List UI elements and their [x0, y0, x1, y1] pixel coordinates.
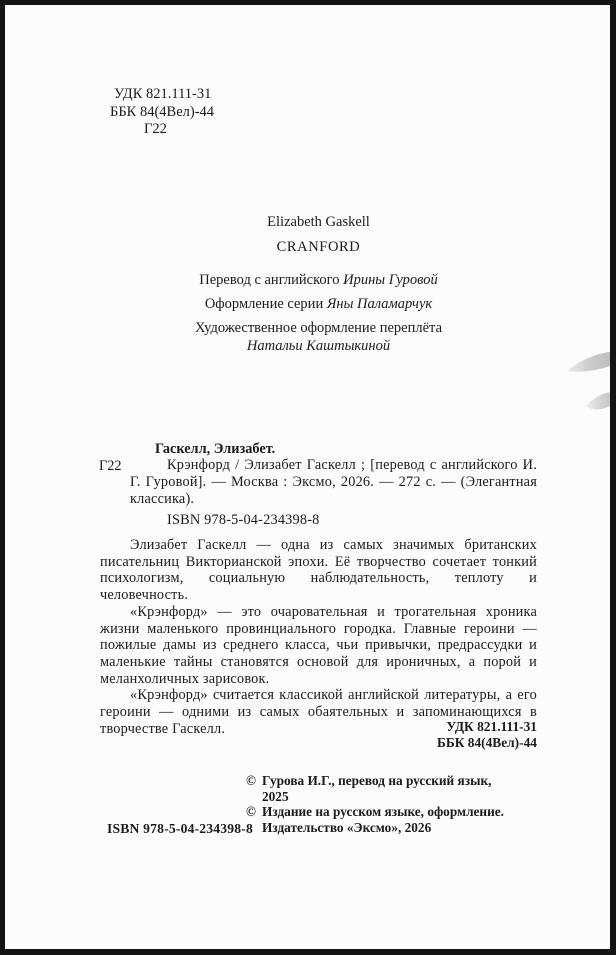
copyright-year: 2025: [262, 788, 289, 804]
series-design-prefix: Оформление серии: [204, 296, 327, 312]
copyright-entry-edition: [246, 804, 546, 835]
annotation-paragraph-1: Элизабет Гаскелл — одна из самых значимых британских писательниц Викторианской эпохи. Её творчество сочетает тонкий психологизм, социальную наблюдательность, теплоту и человечность.: [100, 537, 537, 604]
catalog-heading: Гаскелл, Элизабет.: [155, 441, 276, 457]
copyright-text: [262, 773, 491, 804]
cover-design-credit: [100, 320, 537, 355]
series-design-credit: [100, 296, 537, 313]
copyright-line: Гурова И.Г., перевод на русский язык,: [262, 773, 492, 788]
catalog-isbn: ISBN 978-5-04-234398-8: [167, 512, 320, 528]
cover-design-prefix: Художественное оформление переплёта: [194, 320, 443, 336]
annotation-paragraph-3: «Крэнфорд» считается классикой английской литературы, а его героини — одними из самых обаятельных и запоминающихся в творчестве Гаскелл.: [100, 687, 537, 737]
annotation-block: [100, 537, 537, 737]
copyright-line: Издание на русском языке, оформление.: [262, 804, 504, 820]
translation-credit: [100, 272, 537, 289]
bottom-codes-block: [437, 719, 537, 750]
copyright-block: [246, 773, 546, 835]
top-codes-block: [110, 86, 214, 139]
copyright-entry-translation: [246, 773, 546, 804]
bbk-code: ББК 84(4Вел)-44: [110, 103, 215, 120]
udk-code: УДК 821.111-31: [114, 86, 212, 102]
catalog-description: Крэнфорд / Элизабет Гаскелл ; [перевод с английского И. Г. Гуровой]. — Москва : Эксмо, 2026. — 272 с. — (Элегантная классика).: [130, 457, 537, 507]
cover-designer-name: Натальи Каштыкиной: [246, 337, 391, 354]
bottom-isbn: ISBN 978-5-04-234398-8: [107, 821, 253, 836]
bottom-udk-code: УДК 821.111-31: [446, 719, 537, 734]
translation-credit-prefix: Перевод с английского: [199, 272, 344, 288]
translator-name: Ирины Гуровой: [343, 272, 438, 288]
copyright-symbol: ©: [246, 804, 256, 820]
leaf-decoration-icon: [566, 350, 610, 420]
annotation-paragraph-2: «Крэнфорд» — это очаровательная и трогательная хроника жизни маленького провинциального городка. Главные героини — пожилые дамы из среднего класса, чьи привычки, предрассудки и маленькие тайны становятся основой для ироничных, а порой и меланхоличных зарисовок.: [100, 603, 537, 687]
series-designer-name: Яны Паламарчук: [326, 296, 433, 312]
book-author-en: Elizabeth Gaskell: [267, 214, 370, 230]
book-title-en: CRANFORD: [276, 239, 361, 255]
copyright-symbol: ©: [246, 773, 256, 788]
catalog-author-sign: Г22: [99, 458, 122, 474]
author-sign-code: Г22: [144, 121, 167, 137]
copyright-publisher: Издательство «Эксмо», 2026: [262, 819, 432, 835]
copyright-text: [262, 804, 504, 835]
bottom-bbk-code: ББК 84(4Вел)-44: [436, 734, 537, 750]
